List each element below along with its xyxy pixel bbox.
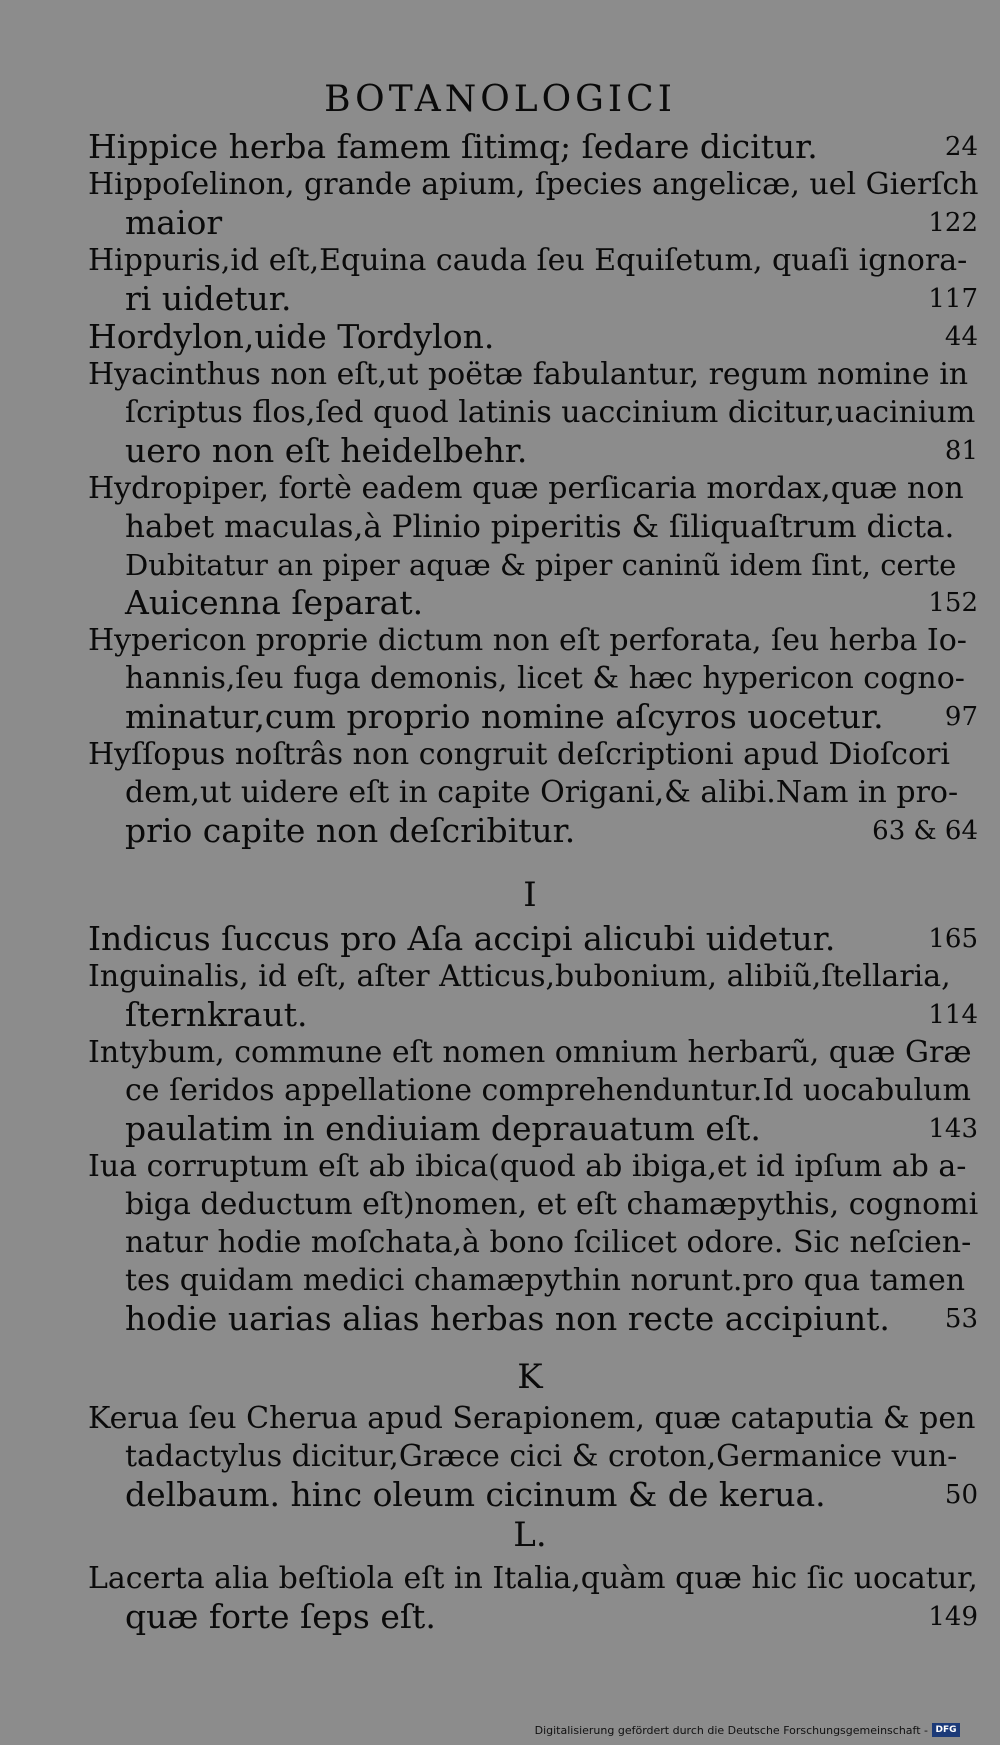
entry-line: minatur,cum proprio nomine aſcyros uocetur. [125, 697, 884, 736]
entry-line: tes quidam medici chamæpythin norunt.pro qua tamen [125, 1263, 966, 1298]
page-reference: 81 [944, 436, 978, 466]
entry-line: uero non eſt heidelbehr. [125, 431, 528, 470]
entry-line: Hydropiper, fortè eadem quæ perſicaria mordax,quæ non [88, 471, 964, 506]
entry-line: Intybum, commune eſt nomen omnium herbarũ, quæ Græ [88, 1035, 972, 1070]
entry-line: natur hodie moſchata,à bono ſcilicet odore. Sic neſcien- [125, 1225, 972, 1260]
section-letter-k: K [517, 1357, 543, 1397]
page-reference: 152 [928, 588, 978, 618]
entry-line: Hippice herba famem ſitimq; ſedare dicitur. [88, 127, 818, 166]
page-reference: 143 [928, 1114, 978, 1144]
entry-line: Dubitatur an piper aquæ & piper caninũ idem ſint, certe [125, 548, 957, 582]
page-reference: 149 [928, 1602, 978, 1632]
entry-line: maior [125, 203, 223, 242]
entry-line: Auicenna ſeparat. [125, 583, 424, 622]
entry-line: Indicus ſuccus pro Aſa accipi alicubi uidetur. [88, 919, 836, 958]
digitization-footer [535, 1723, 960, 1737]
entry-line: Hyſſopus noſtrâs non congruit deſcriptioni apud Dioſcori [88, 737, 950, 772]
entry-line: paulatim in endiuiam deprauatum eſt. [125, 1109, 761, 1148]
entry-line: Inguinalis, id eſt, aſter Atticus,bubonium, alibiũ,ſtellaria, [88, 959, 951, 994]
entry-line: prio capite non deſcribitur. [125, 811, 576, 850]
entry-line: habet maculas,à Plinio piperitis & ſiliquaſtrum dicta. [125, 509, 955, 545]
running-head: BOTANOLOGICI [324, 79, 676, 120]
entry-line: ſternkraut. [125, 995, 308, 1034]
page-reference: 97 [944, 702, 978, 732]
footer-text: Digitalisierung gefördert durch die Deutsche Forschungsgemeinschaft - [534, 1723, 928, 1737]
entry-line: dem,ut uidere eſt in capite Origani,& alibi.Nam in pro- [125, 775, 959, 810]
entry-line: Hippoſelinon, grande apium, ſpecies angelicæ, uel Gierſch [88, 167, 979, 202]
section-letter-i: I [523, 875, 537, 915]
page-reference: 63 & 64 [872, 816, 978, 846]
entry-line: hannis,ſeu fuga demonis, licet & hæc hypericon cogno- [125, 661, 965, 696]
entry-line: Kerua ſeu Cherua apud Serapionem, quæ cataputia & pen [88, 1401, 976, 1436]
dfg-logo: DFG [932, 1723, 960, 1737]
entry-line: Hypericon proprie dictum non eſt perforata, ſeu herba Io- [88, 623, 967, 658]
entry-line: Hyacinthus non eſt,ut poëtæ fabulantur, regum nomine in [88, 357, 969, 392]
entry-line: Hordylon,uide Tordylon. [88, 317, 495, 356]
entry-line: hodie uarias alias herbas non recte accipiunt. [125, 1299, 890, 1338]
entry-line: delbaum. hinc oleum cicinum & de kerua. [125, 1475, 826, 1514]
page-reference: 44 [944, 322, 978, 352]
entry-line: ſcriptus flos,ſed quod latinis uaccinium dicitur,uacinium [125, 395, 976, 430]
page-reference: 165 [928, 924, 978, 954]
page-reference: 122 [928, 208, 978, 238]
entry-line: ce ſeridos appellatione comprehenduntur.Id uocabulum [125, 1073, 971, 1108]
entry-line: Iua corruptum eſt ab ibica(quod ab ibiga,et id ipſum ab a- [88, 1149, 967, 1184]
entry-line: Hippuris,id eſt,Equina cauda ſeu Equiſetum, quaſi ignora- [88, 243, 968, 278]
page-reference: 117 [928, 284, 978, 314]
page-reference: 53 [944, 1304, 978, 1334]
entry-line: ri uidetur. [125, 279, 292, 318]
entry-line: tadactylus dicitur,Græce cici & croton,Germanice vun- [125, 1439, 958, 1474]
entry-line: biga deductum eſt)nomen, et eſt chamæpythis, cognomi [125, 1187, 979, 1222]
page-reference: 24 [944, 132, 978, 162]
page-reference: 114 [928, 1000, 978, 1030]
entry-line: Lacerta alia beſtiola eſt in Italia,quàm quæ hic ſic uocatur, [88, 1561, 978, 1596]
section-letter-l: L. [513, 1515, 547, 1555]
page-reference: 50 [944, 1480, 978, 1510]
entry-line: quæ forte ſeps eſt. [125, 1597, 436, 1636]
